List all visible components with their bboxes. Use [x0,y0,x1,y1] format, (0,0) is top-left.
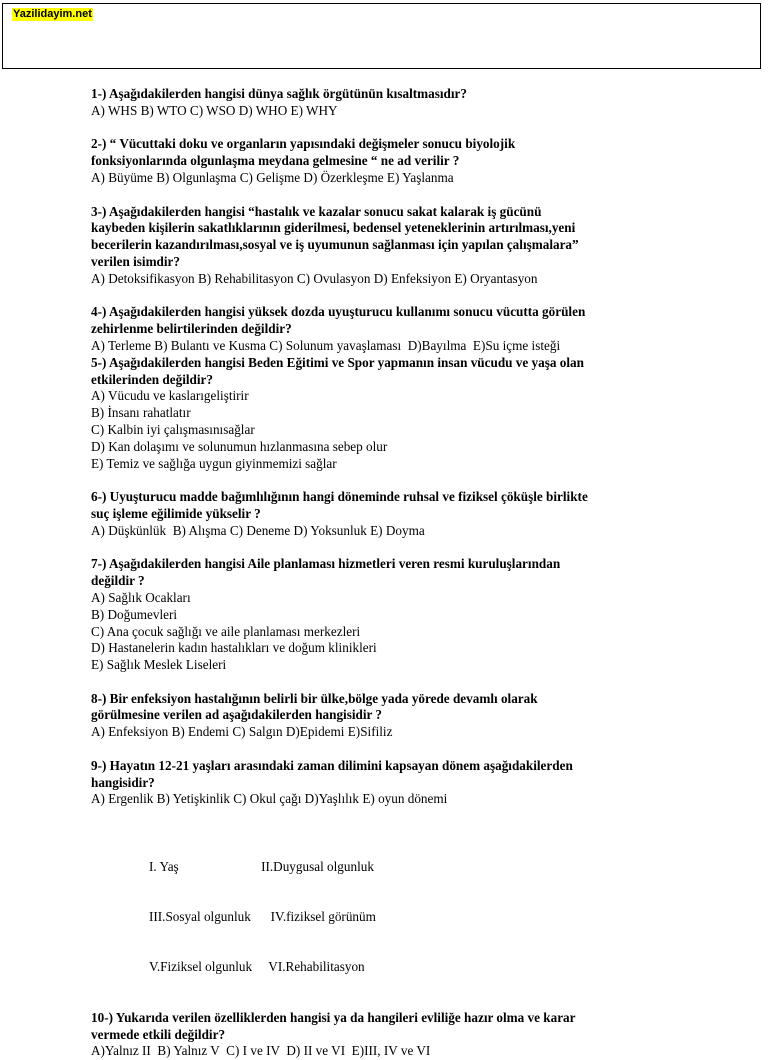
roman-row: III.Sosyal olgunluk IV.fiziksel görünüm [149,909,376,925]
answer-option-a: A) Sağlık Ocakları [91,589,191,605]
question-4 [91,304,691,354]
answer-options: A) Düşkünlük B) Alışma C) Deneme D) Yoksunluk E) Doyma [91,522,425,538]
question-9 [91,758,691,808]
question-line: hangisidir? [91,774,155,790]
answer-option-c: C) Ana çocuk sağlığı ve aile planlaması merkezleri [91,623,361,639]
answer-options: A) Detoksifikasyon B) Rehabilitasyon C) Ovulasyon D) Enfeksiyon E) Oryantasyon [91,270,538,286]
question-line: 6-) Uyuşturucu madde bağımlılığının hangi döneminde ruhsal ve fiziksel çöküşle birlikte [91,489,588,505]
answer-options: A) Enfeksiyon B) Endemi C) Salgın D)Epidemi E)Sifiliz [91,724,393,740]
question-line: suç işleme eğilimide yükselir ? [91,505,261,521]
question-2 [91,136,691,186]
question-7 [91,556,691,674]
question-line: 5-) Aşağıdakilerden hangisi Beden Eğitimi ve Spor yapmanın insan vücudu ve yaşa olan [91,354,584,370]
question-line: 10-) Yukarıda verilen özelliklerden hangisi ya da hangileri evliliğe hazır olma ve karar [91,1009,576,1025]
header-box [2,3,761,69]
answer-options: A) Ergenlik B) Yetişkinlik C) Okul çağı D)Yaşlılık E) oyun dönemi [91,791,448,807]
question-line: değildir ? [91,573,145,589]
question-text [91,86,691,103]
question-line: 7-) Aşağıdakilerden hangisi Aile planlaması hizmetleri veren resmi kuruluşlarından [91,556,561,572]
answer-option-b: B) İnsanı rahatlatır [91,405,191,421]
question-text [91,758,691,792]
question-10 [91,1010,691,1060]
question-line: 4-) Aşağıdakilerden hangisi yüksek dozda uyuşturucu kullanımı sonucu vücutta görülen [91,304,586,320]
question-list [91,86,691,1060]
question-text [91,136,691,170]
question-text [91,556,691,590]
question-line: zehirlenme belirtilerinden değildir? [91,321,292,337]
question-line: verilen isimdir? [91,253,181,269]
question-line: 9-) Hayatın 12-21 yaşları arasındaki zaman dilimini kapsayan dönem aşağıdakilerden [91,757,573,773]
answer-option-e: E) Sağlık Meslek Liseleri [91,657,227,673]
roman-numeral-list [149,825,691,1010]
question-text [91,1010,691,1044]
question-line: etkilerinden değildir? [91,371,213,387]
question-3 [91,204,691,288]
question-8 [91,691,691,741]
question-line: 1-) Aşağıdakilerden hangisi dünya sağlık örgütünün kısaltmasıdır? [91,86,467,101]
question-text [91,691,691,725]
question-line: 3-) Aşağıdakilerden hangisi “hastalık ve kazalar sonucu sakat kalarak iş gücünü [91,203,542,219]
question-line: fonksiyonlarında olgunlaşma meydana gelmesine “ ne ad verilir ? [91,153,460,169]
answer-option-e: E) Temiz ve sağlığa uygun giyinmemizi sağlar [91,455,337,471]
question-line: 2-) “ Vücuttaki doku ve organların yapısındaki değişmeler sonucu biyolojik [91,136,516,152]
site-label: Yazilidayim.net [13,8,92,20]
question-1 [91,86,691,120]
question-5 [91,355,691,473]
question-line: vermede etkili değildir? [91,1026,226,1042]
answer-option-a: A) Vücudu ve kaslarıgeliştirir [91,388,249,404]
question-line: 8-) Bir enfeksiyon hastalığının belirli bir ülke,bölge yada yörede devamlı olarak [91,690,538,706]
answer-option-d: D) Hastanelerin kadın hastalıkları ve doğum klinikleri [91,640,377,656]
answer-options: A) Büyüme B) Olgunlaşma C) Gelişme D) Özerkleşme E) Yaşlanma [91,169,454,185]
answer-option-d: D) Kan dolaşımı ve solunumun hızlanmasına sebep olur [91,438,388,454]
roman-row: V.Fiziksel olgunluk VI.Rehabilitasyon [149,959,365,975]
question-6 [91,489,691,539]
answer-options: A) Terleme B) Bulantı ve Kusma C) Solunum yavaşlaması D)Bayılma E)Su içme isteği [91,337,561,353]
answer-options: A) WHS B) WTO C) WSO D) WHO E) WHY [91,102,338,118]
question-text [91,204,691,271]
question-text [91,489,691,523]
question-line: becerilerin kazandırılması,sosyal ve iş uyumunun sağlanması için yapılan çalışmalara” [91,237,579,253]
question-text [91,304,691,338]
answer-options: A)Yalnız II B) Yalnız V C) I ve IV D) II ve VI E)III, IV ve VI [91,1043,431,1059]
question-line: görülmesine verilen ad aşağıdakilerden hangisidir ? [91,707,383,723]
question-text [91,355,691,389]
answer-option-c: C) Kalbin iyi çalışmasınısağlar [91,421,255,437]
question-line: kaybeden kişilerin sakatlıklarının giderilmesi, bedensel yeteneklerinin artırılması,yeni [91,220,576,236]
roman-row: I. Yaş II.Duygusal olgunluk [149,858,374,874]
answer-option-b: B) Doğumevleri [91,606,178,622]
